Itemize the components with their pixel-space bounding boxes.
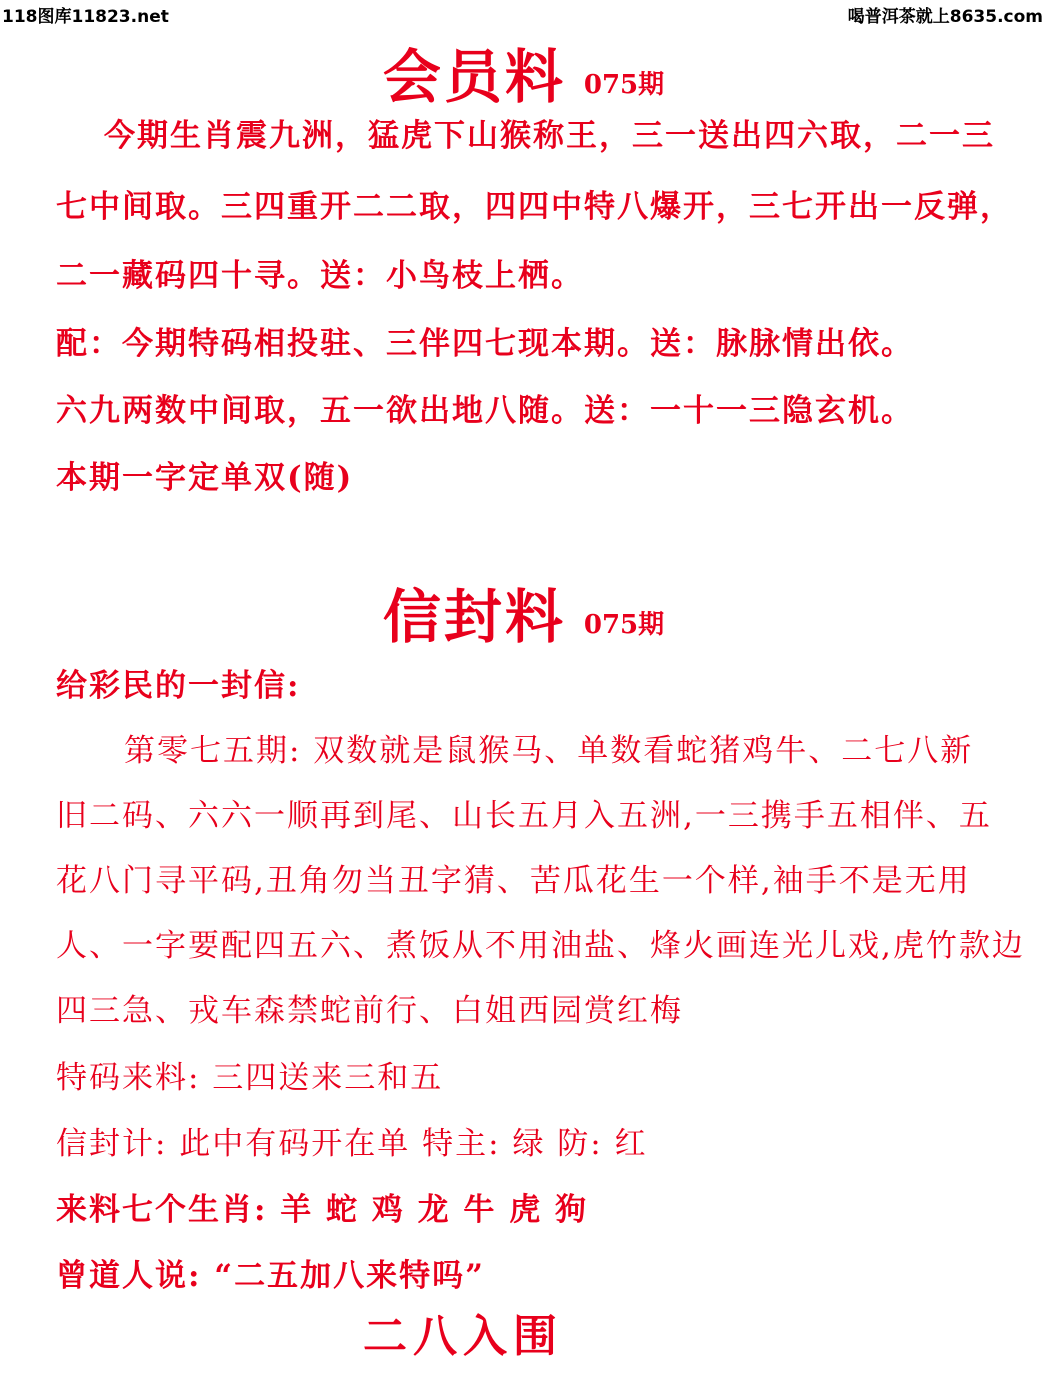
section1-line: 二一藏码四十寻。送：小鸟枝上栖。 — [56, 258, 584, 294]
header-site-left: 118图库11823.net — [2, 7, 169, 27]
section2-title-block — [0, 570, 1047, 654]
section2-envelope: 信封计: 此中有码开在单 特主: 绿 防: 红 — [56, 1126, 648, 1162]
section1-line: 今期生肖震九洲，猛虎下山猴称王，三一送出四六取，二一三 — [104, 118, 995, 154]
section2-letter-line: 人、一字要配四五六、煮饭从不用油盐、烽火画连光儿戏,虎竹款边 — [56, 928, 1025, 964]
section2-zodiac: 来料七个生肖: 羊 蛇 鸡 龙 牛 虎 狗 — [56, 1192, 588, 1228]
section2-title: 信封料 — [382, 583, 566, 651]
section1-title-block — [0, 30, 1047, 114]
section1-line: 六九两数中间取，五一欲出地八随。送：一十一三隐玄机。 — [56, 393, 914, 429]
section2-letter-line: 旧二码、六六一顺再到尾、山长五月入五洲,一三携手五相伴、五 — [56, 798, 992, 834]
section1-line: 配：今期特码相投驻、三伴四七现本期。送：脉脉情出依。 — [56, 326, 914, 362]
section1-issue: 075期 — [583, 70, 665, 100]
section2-issue: 075期 — [583, 610, 665, 640]
section2-letter-line: 第零七五期: 双数就是鼠猴马、单数看蛇猪鸡牛、二七八新 — [124, 733, 974, 769]
section2-special: 特码来料: 三四送来三和五 — [56, 1060, 444, 1096]
section2-greeting: 给彩民的一封信: — [56, 668, 301, 704]
section1-line: 七中间取。三四重开二二取，四四中特八爆开，三七开出一反弹， — [56, 189, 1013, 225]
bottom-title: 二八入围 — [363, 1311, 563, 1362]
section1-line: 本期一字定单双(随) — [56, 460, 354, 496]
section2-letter-line: 花八门寻平码,丑角勿当丑字猜、苦瓜花生一个样,袖手不是无用 — [56, 863, 971, 899]
section2-letter-line: 四三急、戎车森禁蛇前行、白姐西园赏红梅 — [56, 993, 683, 1029]
header-site-right: 喝普洱茶就上8635.com — [847, 7, 1043, 27]
section1-title: 会员料 — [382, 43, 566, 111]
section2-saying: 曾道人说: “二五加八来特吗” — [56, 1258, 485, 1294]
